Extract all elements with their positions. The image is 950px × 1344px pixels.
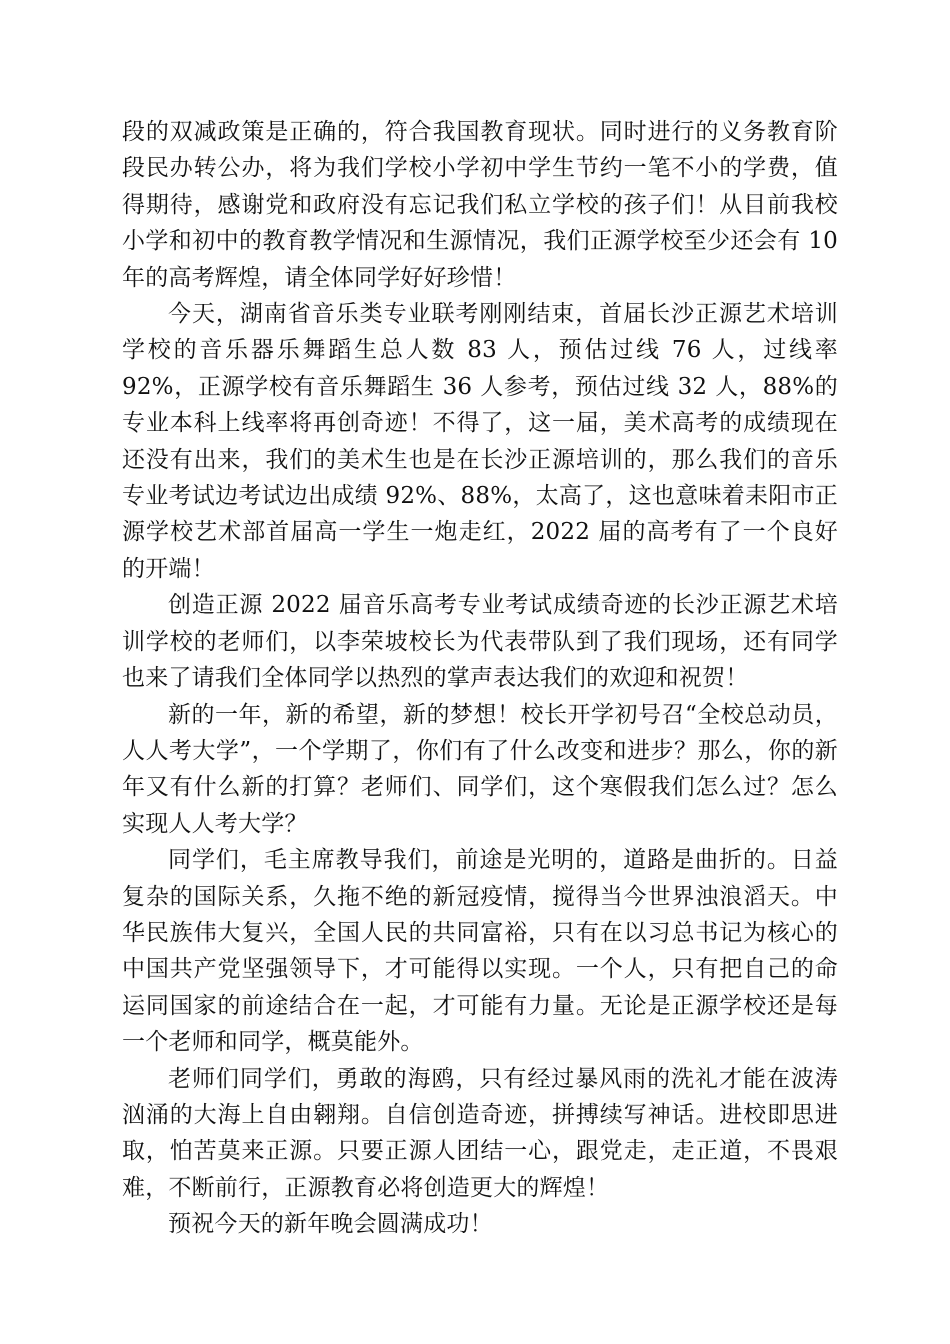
paragraph-encouragement: 老师们同学们，勇敢的海鸥，只有经过暴风雨的洗礼才能在波涛汹涌的大海上自由翱翔。自信创造奇迹，拼搏续写神话。进校即思进取，怕苦莫来正源。只要正源人团结一心，跟党走，走正道，不畏艰难，不断前行，正源教育必将创造更大的辉煌！ bbox=[122, 1065, 838, 1201]
paragraph-art-exam-results: 今天，湖南省音乐类专业联考刚刚结束，首届长沙正源艺术培训学校的音乐器乐舞蹈生总人数 83 人，预估过线 76 人，过线率 92%，正源学校有音乐舞蹈生 36 人参考，预估过线 32 人，88%的专业本科上线率将再创奇迹！不得了，这一届，美术高考的成绩现在还没有出来，我们的美术生也是在长沙正源培训的，那么我们的音乐专业考试边考试边出成绩 92%、88%，太高了，这也意味着耒阳市正源学校艺术部首届高一学生一炮走红，2022 届的高考有了一个良好的开端！ bbox=[122, 301, 838, 582]
paragraph-continuation: 段的双减政策是正确的，符合我国教育现状。同时进行的义务教育阶段民办转公办，将为我们学校小学初中学生节约一笔不小的学费，值得期待，感谢党和政府没有忘记我们私立学校的孩子们！从目前我校小学和初中的教育教学情况和生源情况，我们正源学校至少还会有 10 年的高考辉煌，请全体同学好好珍惜！ bbox=[122, 119, 838, 291]
paragraph-welcome-teachers: 创造正源 2022 届音乐高考专业考试成绩奇迹的长沙正源艺术培训学校的老师们，以李荣坡校长为代表带队到了我们现场，还有同学也来了请我们全体同学以热烈的掌声表达我们的欢迎和祝贺！ bbox=[122, 592, 838, 692]
speech-body bbox=[122, 114, 838, 1243]
paragraph-new-year-hopes: 新的一年，新的希望，新的梦想！校长开学初号召“全校总动员，人人考大学”，一个学期了，你们有了什么改变和进步？那么，你的新年又有什么新的打算？老师们、同学们，这个寒假我们怎么过？怎么实现人人考大学？ bbox=[122, 701, 838, 837]
paragraph-national-future: 同学们，毛主席教导我们，前途是光明的，道路是曲折的。日益复杂的国际关系，久拖不绝的新冠疫情，搅得当今世界浊浪滔天。中华民族伟大复兴，全国人民的共同富裕，只有在以习总书记为核心的中国共产党坚强领导下，才可能得以实现。一个人，只有把自己的命运同国家的前途结合在一起，才可能有力量。无论是正源学校还是每一个老师和同学，概莫能外。 bbox=[122, 847, 838, 1056]
paragraph-closing-wish: 预祝今天的新年晚会圆满成功！ bbox=[168, 1211, 493, 1238]
